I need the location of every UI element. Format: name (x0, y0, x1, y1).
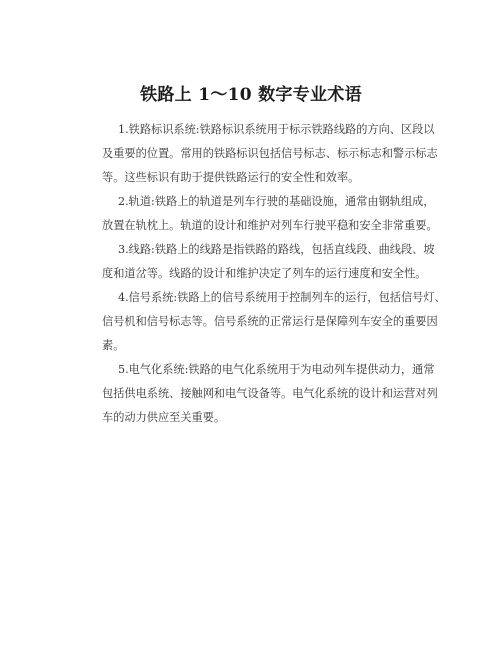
paragraph-line-route (104, 238, 434, 286)
paragraph-signal-system (102, 286, 446, 358)
paragraph-line: 及重要的位置。常用的铁路标识包括信号标志、标示标志和警示标志 (102, 147, 438, 160)
paragraph-line: 2.轨道:铁路上的轨道是列车行驶的基础设施，通常由钢轨组成， (118, 195, 435, 208)
paragraph-line: 4.信号系统:铁路上的信号系统用于控制列车的运行，包括信号灯、 (118, 291, 446, 304)
document-title: 铁路上 1～10 数字专业术语 (140, 85, 362, 105)
paragraph-line: 信号机和信号标志等。信号系统的正常运行是保障列车安全的重要因 (102, 315, 438, 328)
paragraph-line: 1.铁路标识系统:铁路标识系统用于标示铁路线路的方向、区段以 (118, 123, 435, 136)
paragraph-line: 度和道岔等。线路的设计和维护决定了列车的运行速度和安全性。 (102, 267, 427, 280)
paragraph-railway-signage (102, 118, 438, 190)
paragraph-line: 放置在轨枕上。轨道的设计和维护对列车行驶平稳和安全非常重要。 (102, 219, 438, 232)
paragraph-line: 3.线路:铁路上的线路是指铁路的路线，包括直线段、曲线段、坡 (118, 243, 435, 256)
paragraph-line: 5.电气化系统:铁路的电气化系统用于为电动列车提供动力，通常 (118, 363, 435, 376)
paragraph-line: 等。这些标识有助于提供铁路运行的安全性和效率。 (102, 171, 360, 184)
paragraph-line: 包括供电系统、接触网和电气设备等。电气化系统的设计和运营对列 (102, 387, 438, 400)
paragraph-line: 素。 (102, 339, 125, 352)
paragraph-electrification (102, 358, 438, 430)
paragraph-line: 车的动力供应至关重要。 (102, 411, 226, 424)
paragraph-track (102, 190, 438, 238)
